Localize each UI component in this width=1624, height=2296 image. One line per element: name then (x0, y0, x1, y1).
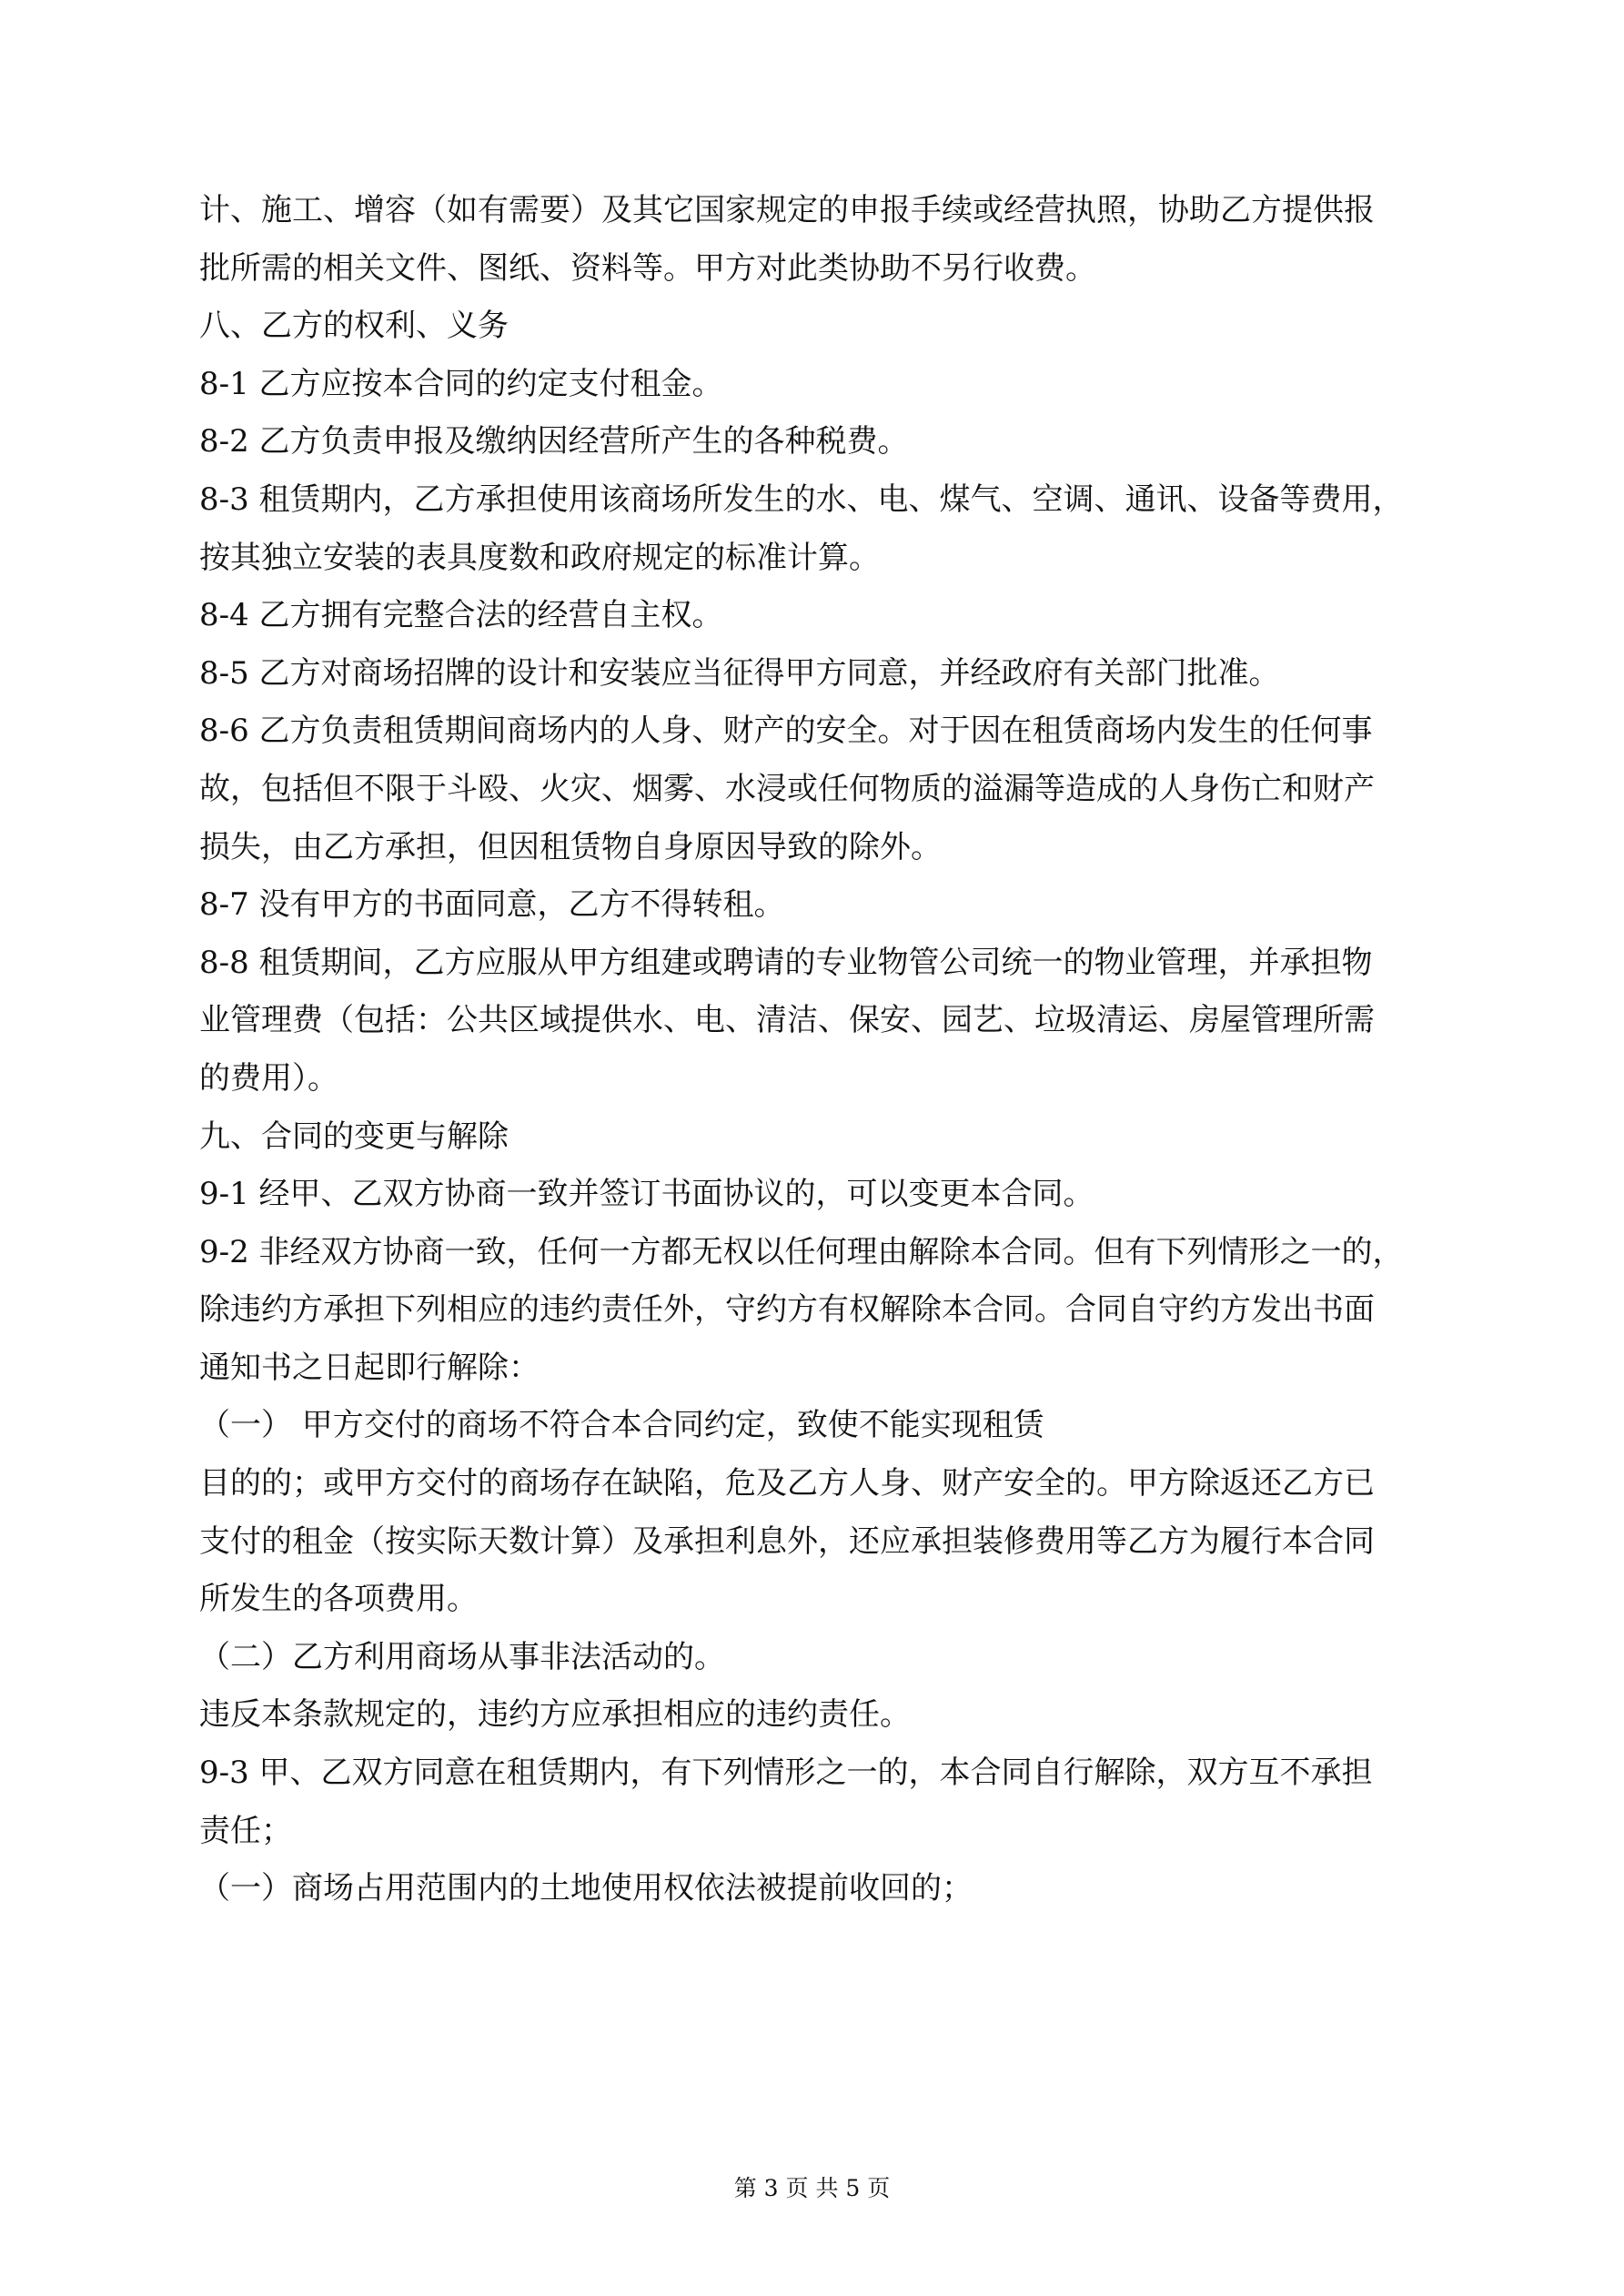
text-line: 支付的租金（按实际天数计算）及承担利息外，还应承担装修费用等乙方为履行本合同 (199, 1522, 1375, 1560)
text-line: 除违约方承担下列相应的违约责任外，守约方有权解除本合同。合同自守约方发出书面 (199, 1291, 1375, 1329)
text-line: 所发生的各项费用。 (199, 1581, 478, 1618)
text-line: 9-3 甲、乙双方同意在租赁期内，有下列情形之一的，本合同自行解除，双方互不承担 (199, 1755, 1373, 1792)
text-line: 故，包括但不限于斗殴、火灾、烟雾、水浸或任何物质的溢漏等造成的人身伤亡和财产 (199, 770, 1375, 807)
text-line: 8-5 乙方对商场招牌的设计和安装应当征得甲方同意，并经政府有关部门批准。 (199, 654, 1280, 692)
text-line: 8-8 租赁期间，乙方应服从甲方组建或聘请的专业物管公司统一的物业管理，并承担物 (199, 944, 1373, 981)
text-line: 业管理费（包括：公共区域提供水、电、清洁、保安、园艺、垃圾清运、房屋管理所需 (199, 1002, 1375, 1039)
text-line: 9-2 非经双方协商一致，任何一方都无权以任何理由解除本合同。但有下列情形之一的， (199, 1233, 1404, 1270)
text-line: 批所需的相关文件、图纸、资料等。甲方对此类协助不另行收费。 (199, 249, 1096, 287)
text-line: （一） 甲方交付的商场不符合本合同约定，致使不能实现租赁 (199, 1407, 1044, 1444)
text-line: 8-6 乙方负责租赁期间商场内的人身、财产的安全。对于因在租赁商场内发生的任何事 (199, 713, 1373, 750)
text-line: 8-2 乙方负责申报及缴纳因经营所产生的各种税费。 (199, 423, 909, 460)
text-line: 目的的；或甲方交付的商场存在缺陷，危及乙方人身、财产安全的。甲方除返还乙方已 (199, 1465, 1375, 1502)
text-line: 9-1 经甲、乙双方协商一致并签订书面协议的，可以变更本合同。 (199, 1176, 1094, 1213)
text-line: 违反本条款规定的，违约方应承担相应的违约责任。 (199, 1696, 911, 1734)
page-number-footer: 第 3 页 共 5 页 (733, 2175, 891, 2201)
text-line: 计、施工、增容（如有需要）及其它国家规定的申报手续或经营执照，协助乙方提供报 (199, 192, 1375, 228)
text-line: 8-1 乙方应按本合同的约定支付租金。 (199, 365, 723, 402)
section-heading: 九、合同的变更与解除 (199, 1118, 509, 1155)
text-line: 通知书之日起即行解除： (199, 1349, 540, 1386)
section-heading: 八、乙方的权利、义务 (199, 308, 509, 345)
text-line: 8-3 租赁期内，乙方承担使用该商场所发生的水、电、煤气、空调、通讯、设备等费用， (199, 480, 1404, 518)
text-line: 损失，由乙方承担，但因租赁物自身原因导致的除外。 (199, 828, 942, 865)
text-line: 按其独立安装的表具度数和政府规定的标准计算。 (199, 539, 880, 576)
text-line: 8-4 乙方拥有完整合法的经营自主权。 (199, 597, 723, 634)
text-line: 责任； (199, 1812, 292, 1849)
contract-body (199, 182, 1437, 1918)
text-line: （一）商场占用范围内的土地使用权依法被提前收回的； (199, 1870, 973, 1907)
text-line: 8-7 没有甲方的书面同意，乙方不得转租。 (199, 886, 785, 924)
text-line: （二）乙方利用商场从事非法活动的。 (199, 1638, 725, 1675)
text-line: 的费用）。 (199, 1059, 338, 1097)
